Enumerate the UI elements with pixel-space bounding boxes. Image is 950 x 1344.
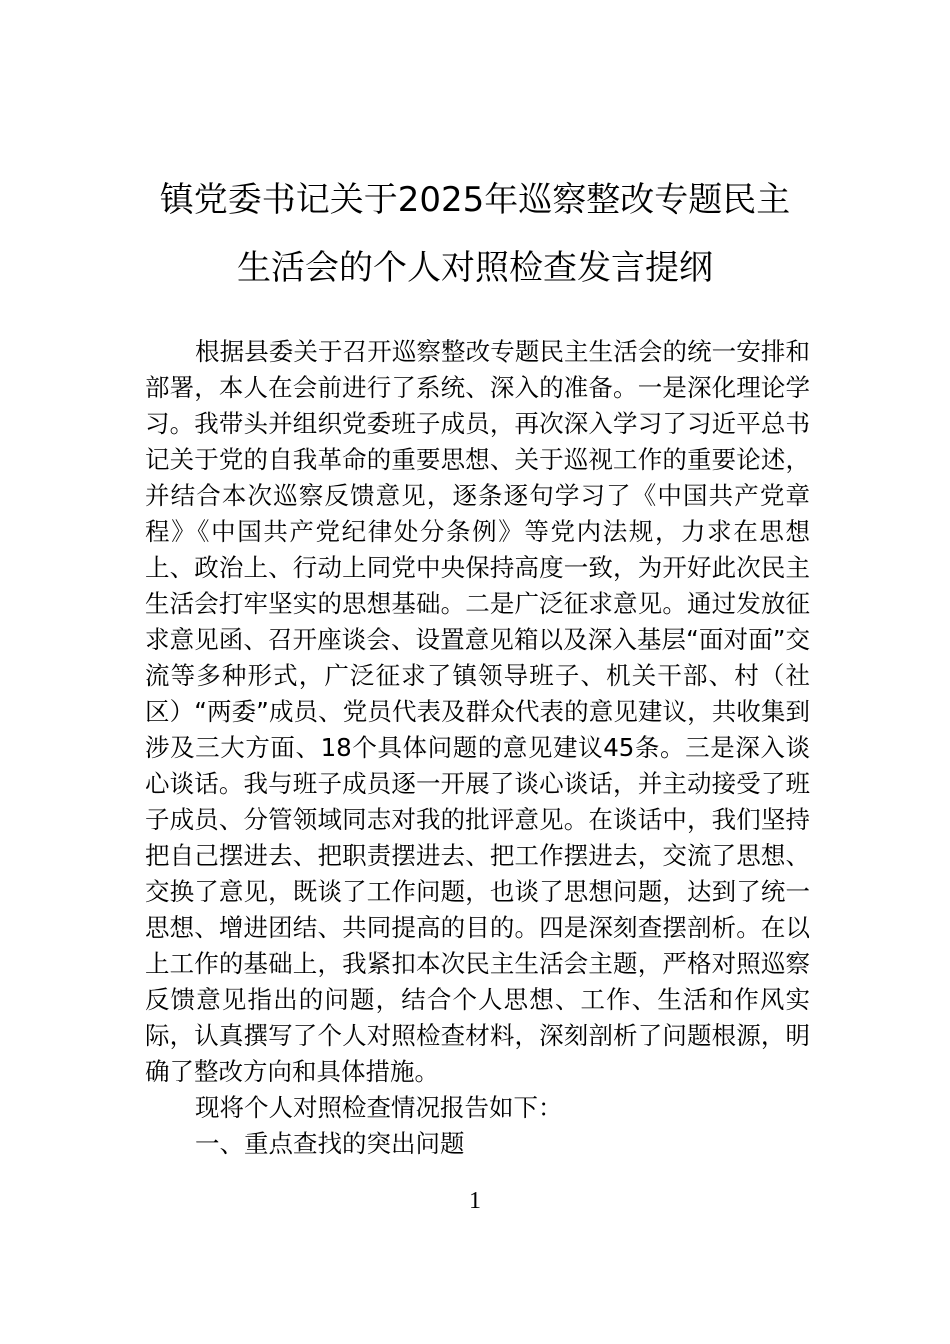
- title-line-1: 镇党委书记关于2025年巡察整改专题民主: [159, 180, 791, 220]
- section-heading: 一、重点查找的突出问题: [195, 1129, 465, 1158]
- paragraph-intro: 根据县委关于召开巡察整改专题民主生活会的统一安排和部署，本人在会前进行了系统、深入的准备。一是深化理论学习。我带头并组织党委班子成员，再次深入学习了习近平总书记关于党的自我革命的重要思想、关于巡视工作的重要论述，并结合本次巡察反馈意见，逐条逐句学习了《中国共产党章程》《中国共产党纪律处分条例》等党内法规，力求在思想上、政治上、行动上同党中央保持高度一致，为开好此次民主生活会打牢坚实的思想基础。二是广泛征求意见。通过发放征求意见函、召开座谈会、设置意见箱以及深入基层“面对面”交流等多种形式，广泛征求了镇领导班子、机关干部、村（社区）“两委”成员、党员代表及群众代表的意见建议，共收集到涉及三大方面、18个具体问题的意见建议45条。三是深入谈心谈话。我与班子成员逐一开展了谈心谈话，并主动接受了班子成员、分管领域同志对我的批评意见。在谈话中，我们坚持把自己摆进去、把职责摆进去、把工作摆进去，交流了思想、交换了意见，既谈了工作问题，也谈了思想问题，达到了统一思想、增进团结、共同提高的目的。四是深刻查摆剖析。在以上工作的基础上，我紧扣本次民主生活会主题，严格对照巡察反馈意见指出的问题，结合个人思想、工作、生活和作风实际，认真撰写了个人对照检查材料，深刻剖析了问题根源，明确了整改方向和具体措施。: [145, 337, 810, 1086]
- paragraph-report-lead: 现将个人对照检查情况报告如下：: [195, 1093, 563, 1122]
- document-title: [140, 166, 810, 302]
- title-line-2: 生活会的个人对照检查发言提纲: [237, 248, 713, 288]
- document-body: [145, 334, 810, 1162]
- page-number: 1: [469, 1188, 481, 1214]
